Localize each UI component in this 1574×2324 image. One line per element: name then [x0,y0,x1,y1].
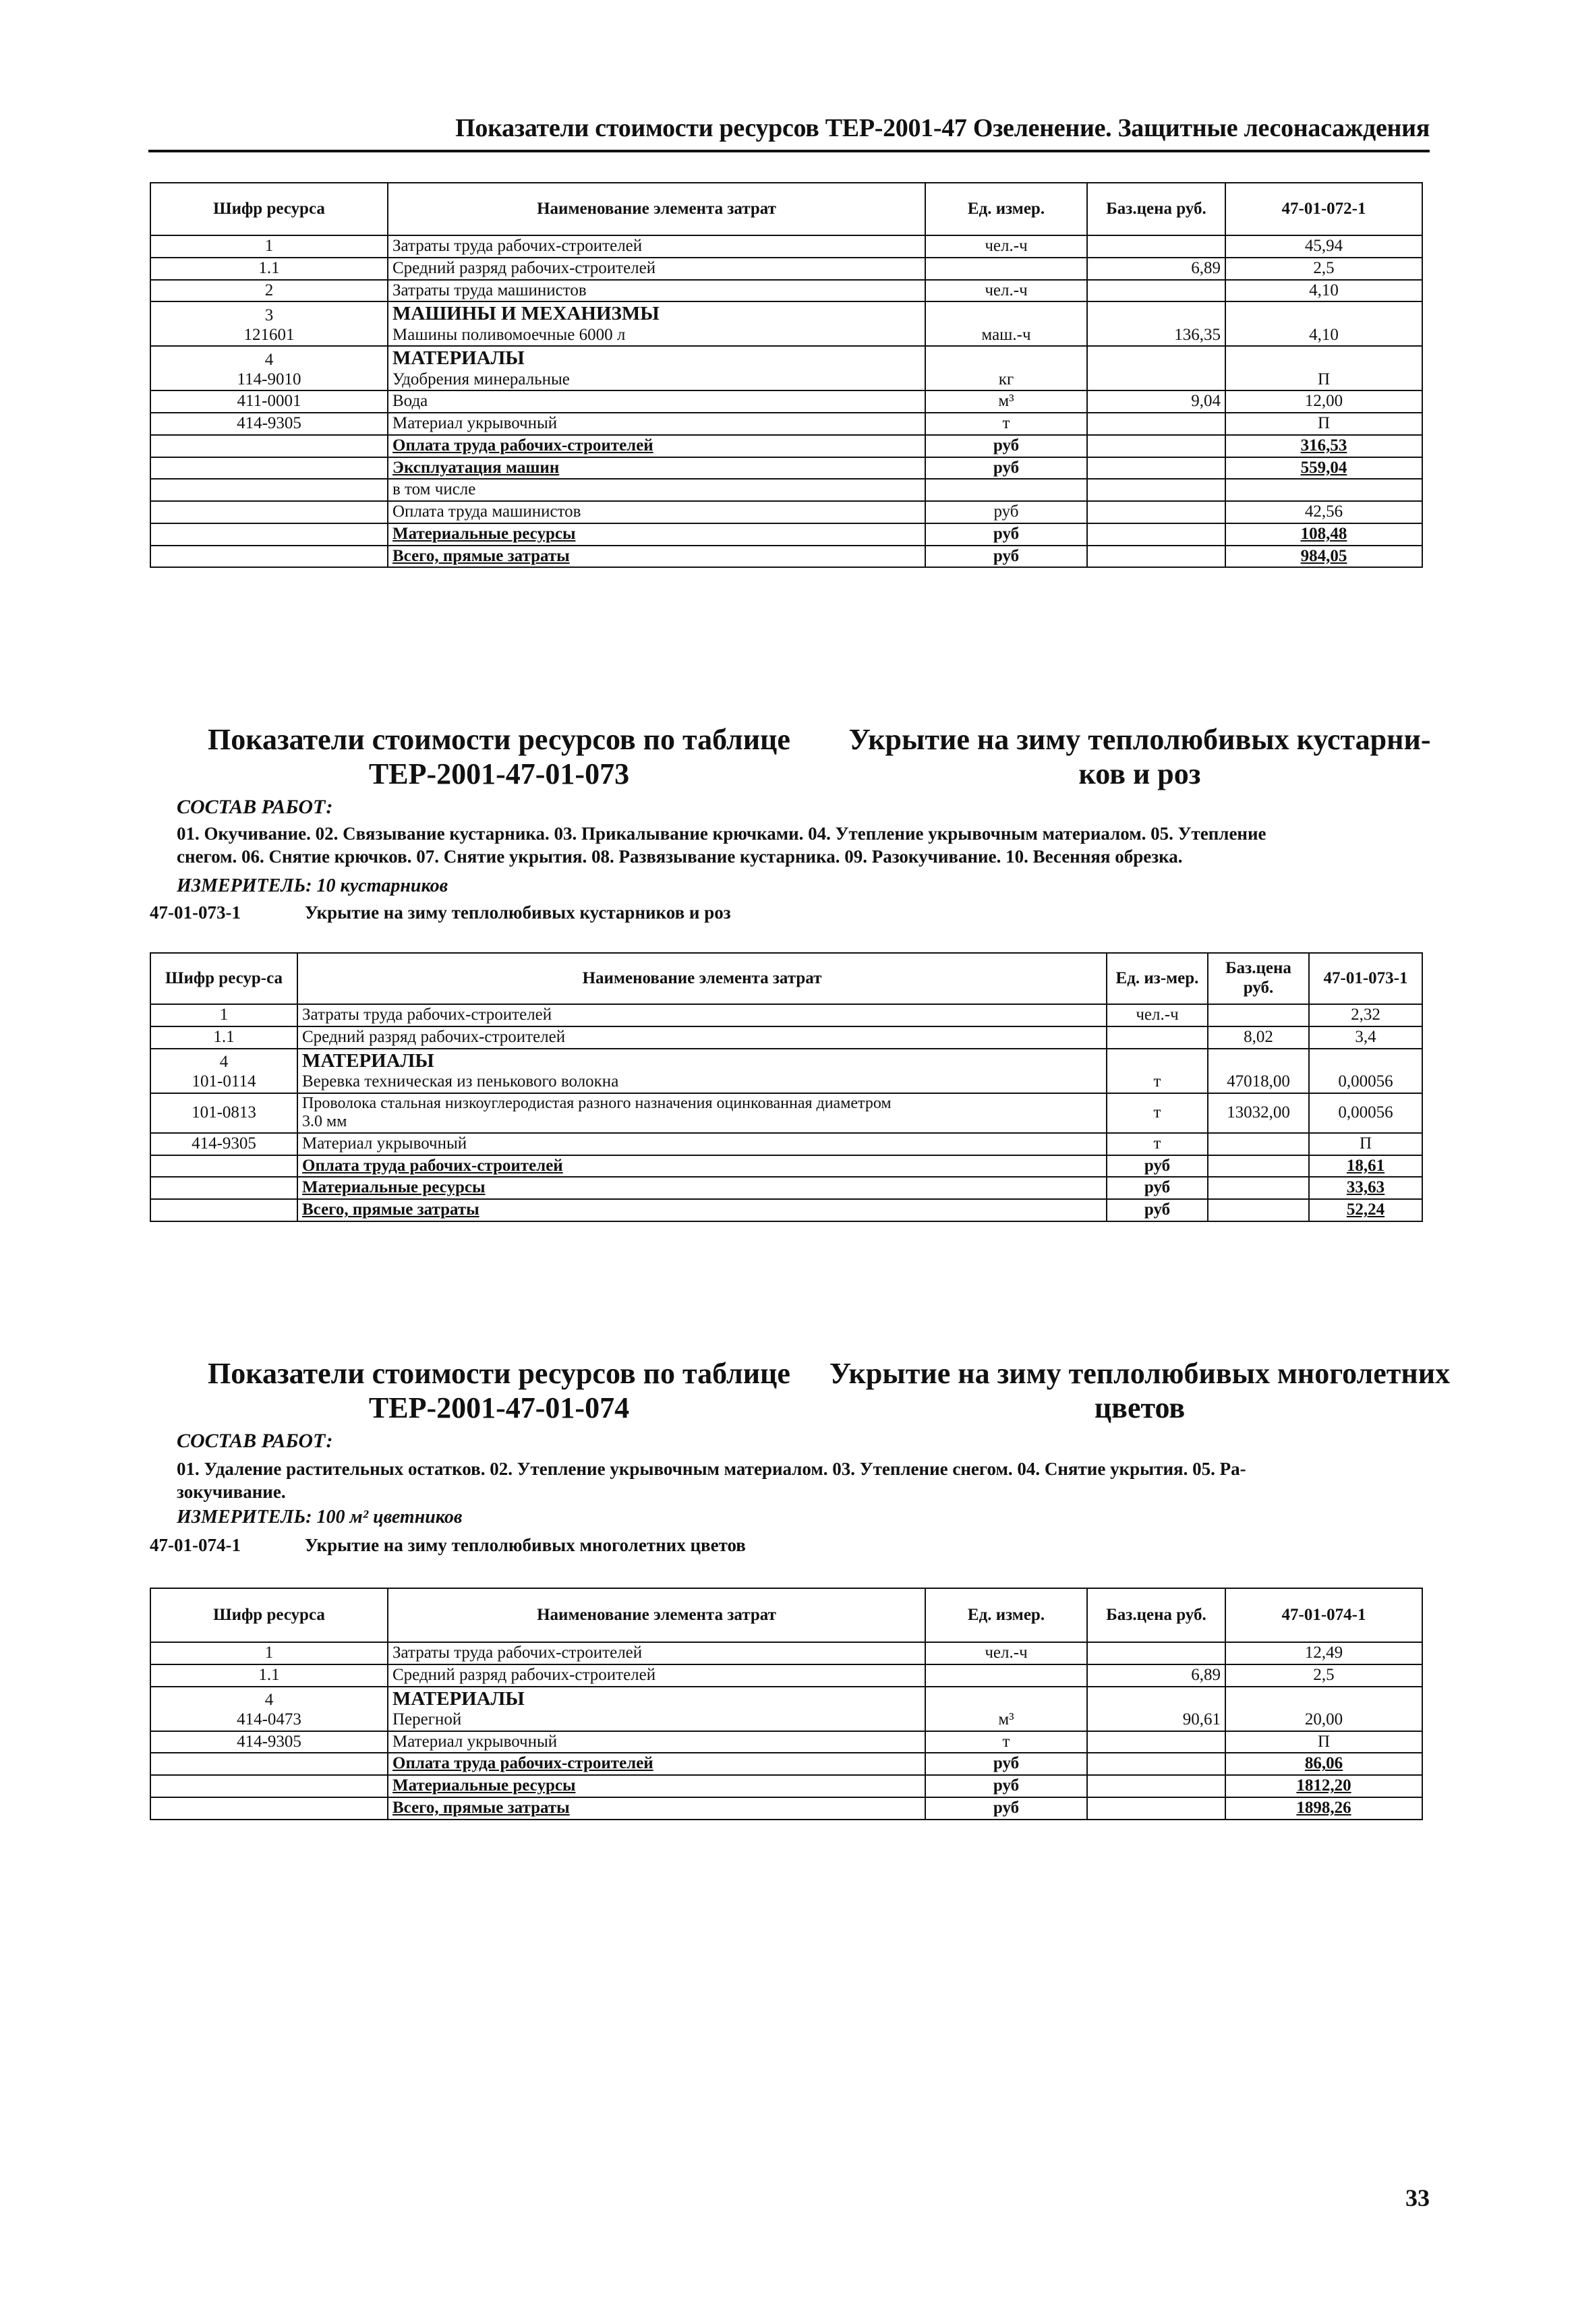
cell-name-line2: Машины поливомоечные 6000 л [392,325,626,344]
cell-unit: руб [925,523,1087,546]
section-title-line2: ков и роз [1078,757,1201,790]
section-title-line2: цветов [1094,1391,1186,1424]
cell-value: 2,5 [1225,1664,1422,1687]
table-row [150,390,1422,413]
cell-price [1208,1155,1309,1178]
cell-value: 4,10 [1225,301,1422,346]
works-label: СОСТАВ РАБОТ: [177,796,333,818]
cell-name: Материал укрывочный [388,1731,925,1753]
cell-name [388,301,925,346]
table-row [150,280,1422,302]
cell-code-line2: 114-9010 [237,370,301,388]
header-rule [148,150,1430,152]
cell-unit: маш.-ч [925,301,1087,346]
col-header-name: Наименование элемента затрат [388,183,925,235]
cell-value: П [1225,413,1422,435]
cell-name: Средний разряд рабочих-строителей [297,1026,1107,1049]
cell-value: П [1225,1731,1422,1753]
running-header: Показатели стоимости ресурсов ТЕР-2001-47 Озеленение. Защитные лесонасаждения [455,114,1430,142]
works-line1: 01. Удаление растительных остатков. 02. Утепление укрывочным материалом. 03. Утепление снегом. 04. Снятие укрытия. 05. Ра- [177,1459,1246,1479]
table-row [150,1093,1422,1133]
cell-value: 12,00 [1225,390,1422,413]
cell-code [150,479,388,501]
table-row [150,1664,1422,1687]
table-row [150,546,1422,568]
cell-name: Вода [388,390,925,413]
cell-price: 6,89 [1087,1664,1225,1687]
table-row [150,346,1422,390]
section-title-left-073 [169,723,829,791]
cell-unit: м³ [925,390,1087,413]
table-row [150,1642,1422,1664]
cell-name: Оплата труда рабочих-строителей [388,1753,925,1775]
cell-value: 20,00 [1225,1687,1422,1731]
cell-price [1087,546,1225,568]
table-row [150,1155,1422,1178]
cell-value: П [1225,346,1422,390]
cell-name: Материальные ресурсы [388,523,925,546]
page-number: 33 [1405,2184,1430,2211]
cell-name [297,1093,1107,1133]
cell-price: 6,89 [1087,258,1225,280]
section-title-line1: Показатели стоимости ресурсов по таблице [208,1357,790,1390]
cell-unit: чел.-ч [1107,1004,1208,1026]
cell-name: Затраты труда рабочих-строителей [388,1642,925,1664]
table-row [150,1199,1422,1221]
cell-value: 984,05 [1225,546,1422,568]
resource-table-072 [150,182,1423,568]
cell-code-line1: 4 [219,1053,229,1072]
cell-name: Всего, прямые затраты [388,546,925,568]
table-row [150,479,1422,501]
cell-price [1087,413,1225,435]
cell-code [150,1049,297,1093]
cell-name: Материальные ресурсы [388,1775,925,1797]
cell-name-line2: Веревка техническая из пенькового волокна [302,1072,619,1091]
cell-code: 101-0813 [150,1093,297,1133]
table-row [150,1797,1422,1820]
cell-unit: руб [925,546,1087,568]
cell-code: 414-9305 [150,1731,388,1753]
cell-unit: чел.-ч [925,1642,1087,1664]
group-heading: МАТЕРИАЛЫ [392,347,525,370]
resource-table-074 [150,1588,1423,1820]
section-title-right-073 [836,723,1443,791]
cell-code: 1.1 [150,258,388,280]
cell-price [1087,1731,1225,1753]
cell-value: 1812,20 [1225,1775,1422,1797]
cell-name: Оплата труда рабочих-строителей [388,435,925,457]
cell-unit: руб [1107,1155,1208,1178]
col-header-name: Наименование элемента затрат [297,953,1107,1004]
section-title-line1: Показатели стоимости ресурсов по таблице [208,723,790,756]
section-title-line2: ТЕР-2001-47-01-073 [368,757,630,790]
cell-code [150,457,388,480]
cell-code: 414-9305 [150,1133,297,1155]
works-line2: снегом. 06. Снятие крючков. 07. Снятие укрытия. 08. Развязывание кустарника. 09. Разокучивание. 10. Весенняя обрезка. [177,846,1183,867]
cell-price [1087,479,1225,501]
cell-price [1087,457,1225,480]
cell-value: 0,00056 [1309,1049,1422,1093]
cell-price [1087,1642,1225,1664]
cell-price [1087,523,1225,546]
table-caption-code: 47-01-074-1 [150,1535,241,1555]
cell-code [150,546,388,568]
cell-name: в том числе [388,479,925,501]
cell-name: Материальные ресурсы [297,1177,1107,1199]
cell-unit [1107,1026,1208,1049]
cell-price [1087,346,1225,390]
cell-name-line2: Перегной [392,1710,462,1729]
cell-unit: руб [925,501,1087,523]
cell-code-line1: 3 [264,306,274,324]
cell-name: Оплата труда машинистов [388,501,925,523]
cell-code: 1.1 [150,1026,297,1049]
cell-value: 12,49 [1225,1642,1422,1664]
cell-code: 411-0001 [150,390,388,413]
cell-code-line2: 414-0473 [237,1710,301,1729]
cell-price [1208,1199,1309,1221]
cell-price [1087,501,1225,523]
cell-code: 1 [150,235,388,258]
cell-code-line2: 101-0114 [192,1072,256,1091]
col-header-unit: Ед. из-мер. [1107,953,1208,1004]
cell-price [1087,280,1225,302]
cell-code [150,1199,297,1221]
works-label: СОСТАВ РАБОТ: [177,1430,333,1452]
cell-unit: руб [1107,1199,1208,1221]
cell-code [150,301,388,346]
cell-name: Затраты труда машинистов [388,280,925,302]
table-row [150,1753,1422,1775]
cell-value: 4,10 [1225,280,1422,302]
cell-price [1087,1775,1225,1797]
cell-name [297,1049,1107,1093]
works-line1: 01. Окучивание. 02. Связывание кустарника. 03. Прикалывание крючками. 04. Утепление укрывочным материалом. 05. Утепление [177,823,1266,844]
cell-code [150,1687,388,1731]
cell-price [1087,235,1225,258]
cell-unit: м³ [925,1687,1087,1731]
cell-value: 2,5 [1225,258,1422,280]
col-header-code: Шифр ресур-са [150,953,297,1004]
cell-value [1225,479,1422,501]
cell-price [1208,1177,1309,1199]
cell-code-line2: 121601 [243,325,295,344]
col-header-unit: Ед. измер. [925,183,1087,235]
cell-code [150,1797,388,1820]
cell-price: 47018,00 [1208,1049,1309,1093]
table-row [150,1133,1422,1155]
cell-code: 2 [150,280,388,302]
cell-unit [925,258,1087,280]
cell-price [1087,1797,1225,1820]
cell-unit: т [1107,1093,1208,1133]
section-title-line1: Укрытие на зиму теплолюбивых кустарни- [848,723,1431,756]
measurement-unit: ИЗМЕРИТЕЛЬ: 100 м² цветников [177,1507,463,1528]
cell-unit: руб [1107,1177,1208,1199]
table-row [150,523,1422,546]
table-caption-text: Укрытие на зиму теплолюбивых многолетних цветов [305,1535,746,1555]
col-header-code: Шифр ресурса [150,183,388,235]
table-row [150,1177,1422,1199]
cell-name: Оплата труда рабочих-строителей [297,1155,1107,1178]
cell-value: 18,61 [1309,1155,1422,1178]
cell-value: 33,63 [1309,1177,1422,1199]
cell-code [150,523,388,546]
cell-price: 9,04 [1087,390,1225,413]
cell-price [1208,1133,1309,1155]
table-row [150,457,1422,480]
cell-code: 414-9305 [150,413,388,435]
cell-value: 3,4 [1309,1026,1422,1049]
cell-code-line1: 4 [264,350,274,369]
cell-value: 45,94 [1225,235,1422,258]
cell-name-line1: Проволока стальная низкоуглеродистая разного назначения оцинкованная диаметром [302,1094,892,1112]
group-heading: МАТЕРИАЛЫ [302,1049,434,1072]
section-title-left-074 [169,1357,829,1425]
works-line2: зокучивание. [177,1481,286,1502]
table-row [150,435,1422,457]
cell-name: Всего, прямые затраты [388,1797,925,1820]
cell-price: 13032,00 [1208,1093,1309,1133]
cell-name: Всего, прямые затраты [297,1199,1107,1221]
cell-name: Эксплуатация машин [388,457,925,480]
cell-unit: т [1107,1133,1208,1155]
cell-unit: руб [925,1775,1087,1797]
cell-name: Материал укрывочный [388,413,925,435]
cell-unit: руб [925,1753,1087,1775]
cell-value: 108,48 [1225,523,1422,546]
cell-value: П [1309,1133,1422,1155]
cell-unit: т [925,1731,1087,1753]
cell-unit: т [925,413,1087,435]
col-header-name: Наименование элемента затрат [388,1588,925,1642]
cell-name: Затраты труда рабочих-строителей [388,235,925,258]
cell-value: 2,32 [1309,1004,1422,1026]
table-row [150,1687,1422,1731]
cell-unit: чел.-ч [925,235,1087,258]
col-header-value: 47-01-073-1 [1309,953,1422,1004]
cell-unit: руб [925,1797,1087,1820]
group-heading: МАШИНЫ И МЕХАНИЗМЫ [392,303,660,325]
resource-table-073 [150,952,1423,1222]
cell-price [1087,1753,1225,1775]
cell-price: 136,35 [1087,301,1225,346]
cell-name-line2: 3.0 мм [302,1113,347,1131]
cell-code [150,346,388,390]
cell-code: 1 [150,1642,388,1664]
cell-value: 42,56 [1225,501,1422,523]
cell-code [150,1775,388,1797]
cell-code [150,501,388,523]
cell-value: 1898,26 [1225,1797,1422,1820]
cell-code [150,1753,388,1775]
cell-name [388,346,925,390]
section-title-line2: ТЕР-2001-47-01-074 [368,1391,630,1424]
cell-name: Средний разряд рабочих-строителей [388,1664,925,1687]
works-description [177,823,1431,869]
table-row [150,1026,1422,1049]
cell-price: 90,61 [1087,1687,1225,1731]
table-caption-code: 47-01-073-1 [150,902,241,923]
table-row [150,1775,1422,1797]
table-caption-text: Укрытие на зиму теплолюбивых кустарников и роз [305,902,731,923]
table-row [150,1731,1422,1753]
table-row [150,413,1422,435]
measurement-unit: ИЗМЕРИТЕЛЬ: 10 кустарников [177,875,448,896]
section-title-right-074 [823,1357,1457,1425]
col-header-unit: Ед. измер. [925,1588,1087,1642]
cell-code: 1.1 [150,1664,388,1687]
cell-value: 86,06 [1225,1753,1422,1775]
cell-price [1087,435,1225,457]
section-title-line1: Укрытие на зиму теплолюбивых многолетних [829,1357,1451,1390]
cell-value: 0,00056 [1309,1093,1422,1133]
cell-unit: руб [925,435,1087,457]
cell-unit: руб [925,457,1087,480]
works-description [177,1458,1431,1504]
cell-code-line1: 4 [264,1691,274,1710]
cell-code [150,1177,297,1199]
col-header-value: 47-01-074-1 [1225,1588,1422,1642]
cell-value: 316,53 [1225,435,1422,457]
col-header-price: Баз.цена руб. [1208,953,1309,1004]
group-heading: МАТЕРИАЛЫ [392,1687,525,1710]
cell-name: Затраты труда рабочих-строителей [297,1004,1107,1026]
cell-unit: т [1107,1049,1208,1093]
table-row [150,258,1422,280]
cell-unit: чел.-ч [925,280,1087,302]
cell-code [150,435,388,457]
col-header-code: Шифр ресурса [150,1588,388,1642]
table-row [150,501,1422,523]
col-header-price: Баз.цена руб. [1087,1588,1225,1642]
cell-unit [925,1664,1087,1687]
cell-name-line2: Удобрения минеральные [392,370,570,388]
col-header-value: 47-01-072-1 [1225,183,1422,235]
cell-name: Средний разряд рабочих-строителей [388,258,925,280]
table-row [150,1049,1422,1093]
cell-price: 8,02 [1208,1026,1309,1049]
cell-price [1208,1004,1309,1026]
cell-name [388,1687,925,1731]
col-header-price: Баз.цена руб. [1087,183,1225,235]
cell-value: 559,04 [1225,457,1422,480]
cell-unit [925,479,1087,501]
cell-value: 52,24 [1309,1199,1422,1221]
table-row [150,301,1422,346]
cell-code: 1 [150,1004,297,1026]
cell-code [150,1155,297,1178]
cell-name: Материал укрывочный [297,1133,1107,1155]
table-row [150,235,1422,258]
table-row [150,1004,1422,1026]
cell-unit: кг [925,346,1087,390]
